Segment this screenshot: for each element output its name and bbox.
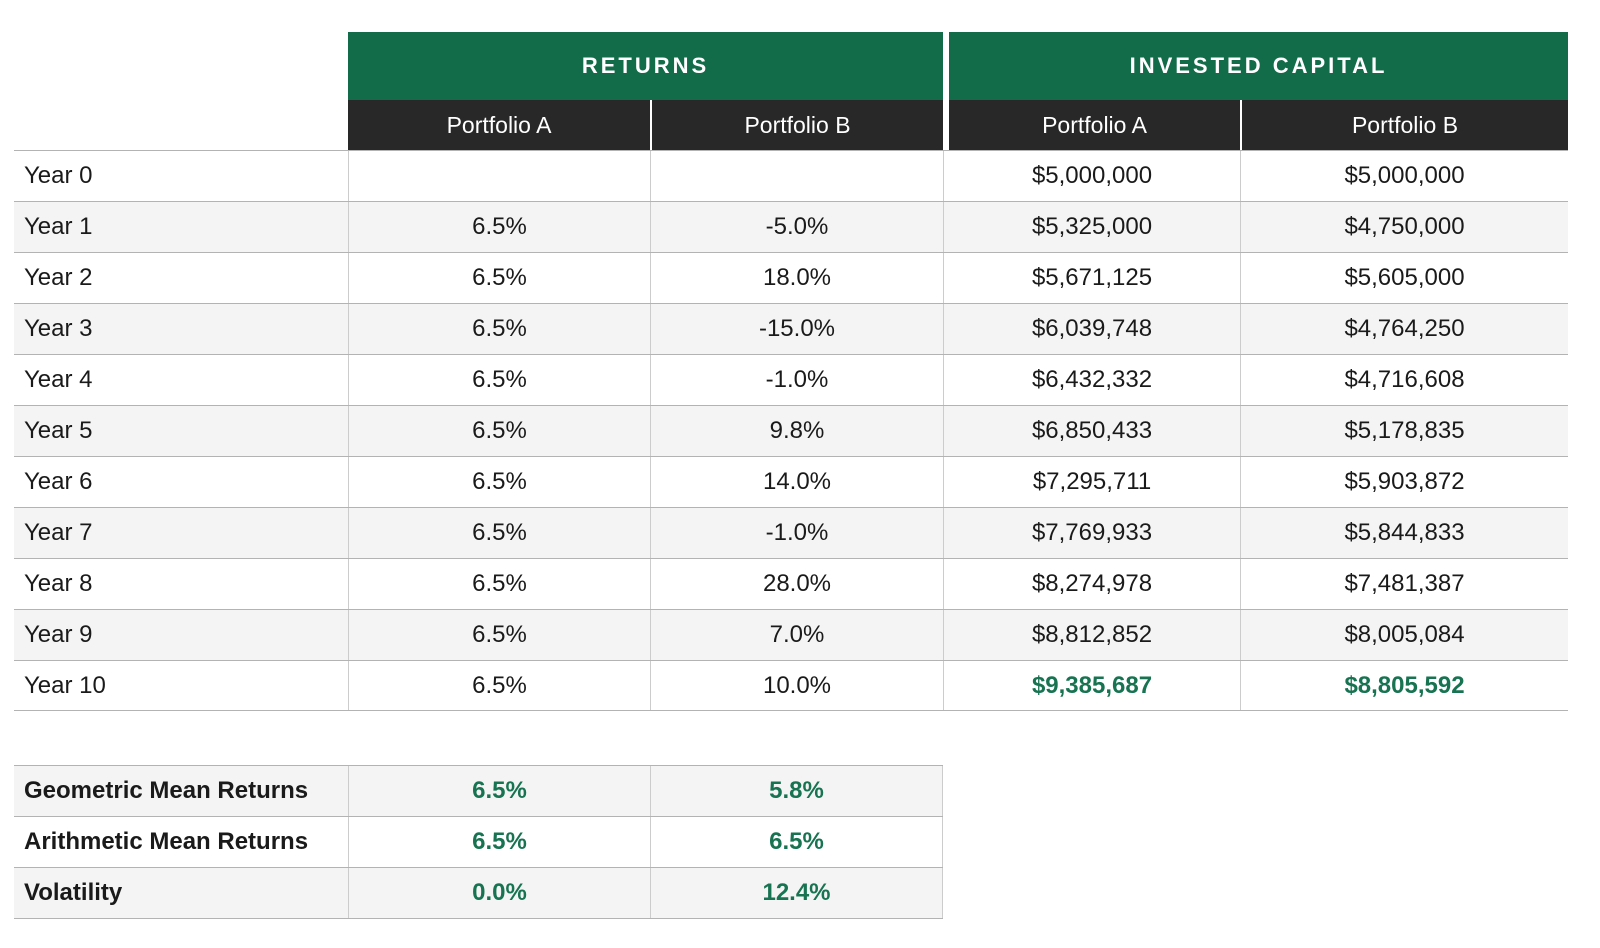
returns-b-value: 18.0%	[650, 253, 943, 303]
returns-a-value: 6.5%	[348, 304, 650, 354]
capital-b-value: $8,005,084	[1240, 610, 1568, 660]
returns-portfolio-a-header: Portfolio A	[348, 100, 650, 150]
table-row	[14, 507, 1568, 558]
capital-a-value: $6,432,332	[943, 355, 1240, 405]
capital-a-value: $5,325,000	[943, 202, 1240, 252]
capital-b-value: $8,805,592	[1240, 661, 1568, 710]
returns-b-value: 9.8%	[650, 406, 943, 456]
capital-a-value: $5,000,000	[943, 151, 1240, 201]
year-label: Year 10	[24, 671, 106, 699]
capital-portfolio-b-header: Portfolio B	[1240, 100, 1568, 150]
capital-portfolio-a-header: Portfolio A	[943, 100, 1240, 150]
capital-a-value: $7,769,933	[943, 508, 1240, 558]
summary-metric-label: Geometric Mean Returns	[24, 777, 309, 804]
returns-b-value: -15.0%	[650, 304, 943, 354]
summary-portfolio-a-value: 6.5%	[348, 817, 650, 867]
capital-b-value: $4,716,608	[1240, 355, 1568, 405]
capital-a-value: $7,295,711	[943, 457, 1240, 507]
capital-a-value: $8,812,852	[943, 610, 1240, 660]
table-row	[14, 558, 1568, 609]
returns-b-value: -5.0%	[650, 202, 943, 252]
capital-a-value: $9,385,687	[943, 661, 1240, 710]
returns-b-value: 14.0%	[650, 457, 943, 507]
capital-a-value: $8,274,978	[943, 559, 1240, 609]
returns-a-value	[348, 151, 650, 201]
summary-metric-label: Arithmetic Mean Returns	[24, 828, 309, 855]
table-row	[14, 660, 1568, 711]
year-label: Year 5	[24, 417, 93, 444]
table-row	[14, 609, 1568, 660]
capital-b-value: $5,178,835	[1240, 406, 1568, 456]
year-label: Year 2	[24, 264, 93, 291]
year-label: Year 6	[24, 468, 93, 495]
table-row	[14, 252, 1568, 303]
returns-a-value: 6.5%	[348, 457, 650, 507]
returns-a-value: 6.5%	[348, 559, 650, 609]
summary-row	[14, 817, 943, 868]
summary-portfolio-b-value: 12.4%	[650, 868, 943, 918]
returns-group-header: RETURNS	[348, 32, 943, 100]
returns-a-value: 6.5%	[348, 406, 650, 456]
returns-a-value: 6.5%	[348, 253, 650, 303]
returns-a-value: 6.5%	[348, 661, 650, 710]
capital-a-value: $6,039,748	[943, 304, 1240, 354]
summary-portfolio-b-value: 6.5%	[650, 817, 943, 867]
capital-b-value: $4,764,250	[1240, 304, 1568, 354]
year-label: Year 0	[24, 162, 93, 189]
group-header-row	[14, 32, 1568, 100]
year-label: Year 1	[24, 213, 93, 240]
table-body	[14, 150, 1568, 711]
returns-b-value: -1.0%	[650, 508, 943, 558]
returns-b-value: -1.0%	[650, 355, 943, 405]
returns-b-value	[650, 151, 943, 201]
summary-row	[14, 868, 943, 919]
returns-portfolio-b-header: Portfolio B	[650, 100, 943, 150]
summary-portfolio-a-value: 0.0%	[348, 868, 650, 918]
returns-a-value: 6.5%	[348, 508, 650, 558]
summary-portfolio-a-value: 6.5%	[348, 766, 650, 816]
capital-b-value: $5,000,000	[1240, 151, 1568, 201]
table-row	[14, 303, 1568, 354]
table-row	[14, 201, 1568, 252]
summary-body	[14, 766, 943, 919]
invested-capital-group-header: INVESTED CAPITAL	[943, 32, 1568, 100]
summary-metric-label: Volatility	[24, 879, 123, 906]
year-label: Year 8	[24, 570, 93, 597]
returns-b-value: 10.0%	[650, 661, 943, 710]
returns-invested-capital-table	[14, 32, 1568, 711]
capital-b-value: $7,481,387	[1240, 559, 1568, 609]
returns-a-value: 6.5%	[348, 355, 650, 405]
summary-statistics-table	[14, 765, 943, 919]
returns-b-value: 7.0%	[650, 610, 943, 660]
year-label: Year 7	[24, 519, 93, 546]
table-row	[14, 150, 1568, 201]
year-label: Year 9	[24, 621, 93, 648]
portfolio-header-row	[14, 100, 1568, 150]
capital-a-value: $5,671,125	[943, 253, 1240, 303]
returns-a-value: 6.5%	[348, 202, 650, 252]
returns-a-value: 6.5%	[348, 610, 650, 660]
capital-b-value: $5,605,000	[1240, 253, 1568, 303]
corner-spacer	[14, 32, 348, 100]
table-row	[14, 405, 1568, 456]
table-row	[14, 456, 1568, 507]
table-row	[14, 354, 1568, 405]
capital-b-value: $5,844,833	[1240, 508, 1568, 558]
capital-b-value: $5,903,872	[1240, 457, 1568, 507]
capital-b-value: $4,750,000	[1240, 202, 1568, 252]
capital-a-value: $6,850,433	[943, 406, 1240, 456]
returns-b-value: 28.0%	[650, 559, 943, 609]
corner-spacer	[14, 100, 348, 150]
summary-row	[14, 766, 943, 817]
summary-portfolio-b-value: 5.8%	[650, 766, 943, 816]
year-label: Year 3	[24, 315, 93, 342]
year-label: Year 4	[24, 366, 93, 393]
